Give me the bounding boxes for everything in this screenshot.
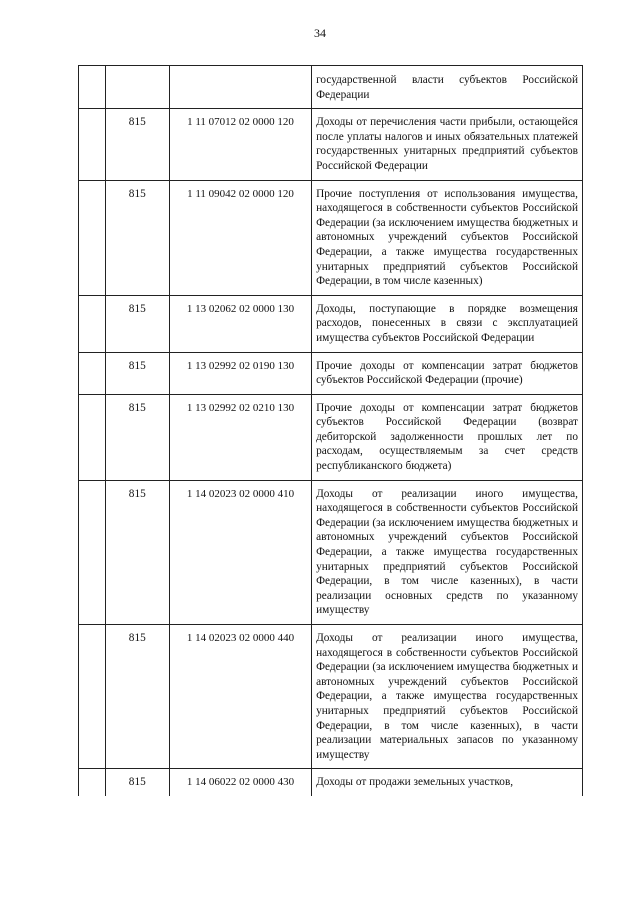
budget-code-cell: 1 11 07012 02 0000 120	[169, 109, 311, 180]
budget-code-cell: 1 13 02992 02 0190 130	[169, 352, 311, 394]
table-row	[79, 180, 583, 295]
budget-code-cell: 1 13 02062 02 0000 130	[169, 295, 311, 352]
table-row	[79, 480, 583, 624]
description-cell: Прочие доходы от компенсации затрат бюджетов субъектов Российской Федерации (возврат дебиторской задолженности прошлых лет по расходам, осуществляемым за счет средств республиканского бюджета)	[312, 394, 583, 480]
admin-code-cell: 815	[105, 295, 169, 352]
table-row	[79, 394, 583, 480]
empty-cell	[79, 769, 106, 796]
description-cell: Доходы от реализации иного имущества, находящегося в собственности субъектов Российской Федерации (за исключением имущества бюджетных и автономных учреждений субъектов Российской Федерации, а также имущества государственных унитарных предприятий субъектов Российской Федерации, в том числе казенных), в части реализации материальных запасов по указанному имуществу	[312, 625, 583, 769]
admin-code-cell: 815	[105, 180, 169, 295]
empty-cell	[79, 352, 106, 394]
description-cell: Прочие доходы от компенсации затрат бюджетов субъектов Российской Федерации (прочие)	[312, 352, 583, 394]
table-row	[79, 769, 583, 796]
page-number: 34	[314, 26, 326, 40]
description-cell: Доходы от перечисления части прибыли, остающейся после уплаты налогов и иных обязательных платежей государственных унитарных предприятий субъектов Российской Федерации	[312, 109, 583, 180]
table-row	[79, 109, 583, 180]
empty-cell	[79, 480, 106, 624]
admin-code-cell: 815	[105, 109, 169, 180]
empty-cell	[79, 394, 106, 480]
admin-code-cell: 815	[105, 769, 169, 796]
budget-code-cell: 1 14 02023 02 0000 440	[169, 625, 311, 769]
empty-cell	[79, 295, 106, 352]
description-cell: государственной власти субъектов Российской Федерации	[312, 66, 583, 109]
admin-code-cell: 815	[105, 480, 169, 624]
revenue-codes-table	[78, 65, 583, 796]
admin-code-cell: 815	[105, 352, 169, 394]
budget-code-cell	[169, 66, 311, 109]
budget-code-cell: 1 14 02023 02 0000 410	[169, 480, 311, 624]
table-row	[79, 352, 583, 394]
description-cell: Прочие поступления от использования имущества, находящегося в собственности субъектов Российской Федерации (за исключением имущества бюджетных и автономных учреждений субъектов Российской Федерации, а также имущества государственных унитарных предприятий субъектов Российской Федерации, в том числе казенных)	[312, 180, 583, 295]
budget-code-cell: 1 14 06022 02 0000 430	[169, 769, 311, 796]
table-row	[79, 625, 583, 769]
empty-cell	[79, 180, 106, 295]
budget-code-cell: 1 13 02992 02 0210 130	[169, 394, 311, 480]
empty-cell	[79, 625, 106, 769]
admin-code-cell	[105, 66, 169, 109]
description-cell: Доходы, поступающие в порядке возмещения расходов, понесенных в связи с эксплуатацией имущества субъектов Российской Федерации	[312, 295, 583, 352]
description-cell: Доходы от реализации иного имущества, находящегося в собственности субъектов Российской Федерации (за исключением имущества бюджетных и автономных учреждений субъектов Российской Федерации, а также имущества государственных унитарных предприятий субъектов Российской Федерации, в том числе казенных), в части реализации основных средств по указанному имуществу	[312, 480, 583, 624]
empty-cell	[79, 109, 106, 180]
admin-code-cell: 815	[105, 625, 169, 769]
description-cell: Доходы от продажи земельных участков,	[312, 769, 583, 796]
table-row	[79, 66, 583, 109]
table-row	[79, 295, 583, 352]
empty-cell	[79, 66, 106, 109]
admin-code-cell: 815	[105, 394, 169, 480]
budget-code-cell: 1 11 09042 02 0000 120	[169, 180, 311, 295]
